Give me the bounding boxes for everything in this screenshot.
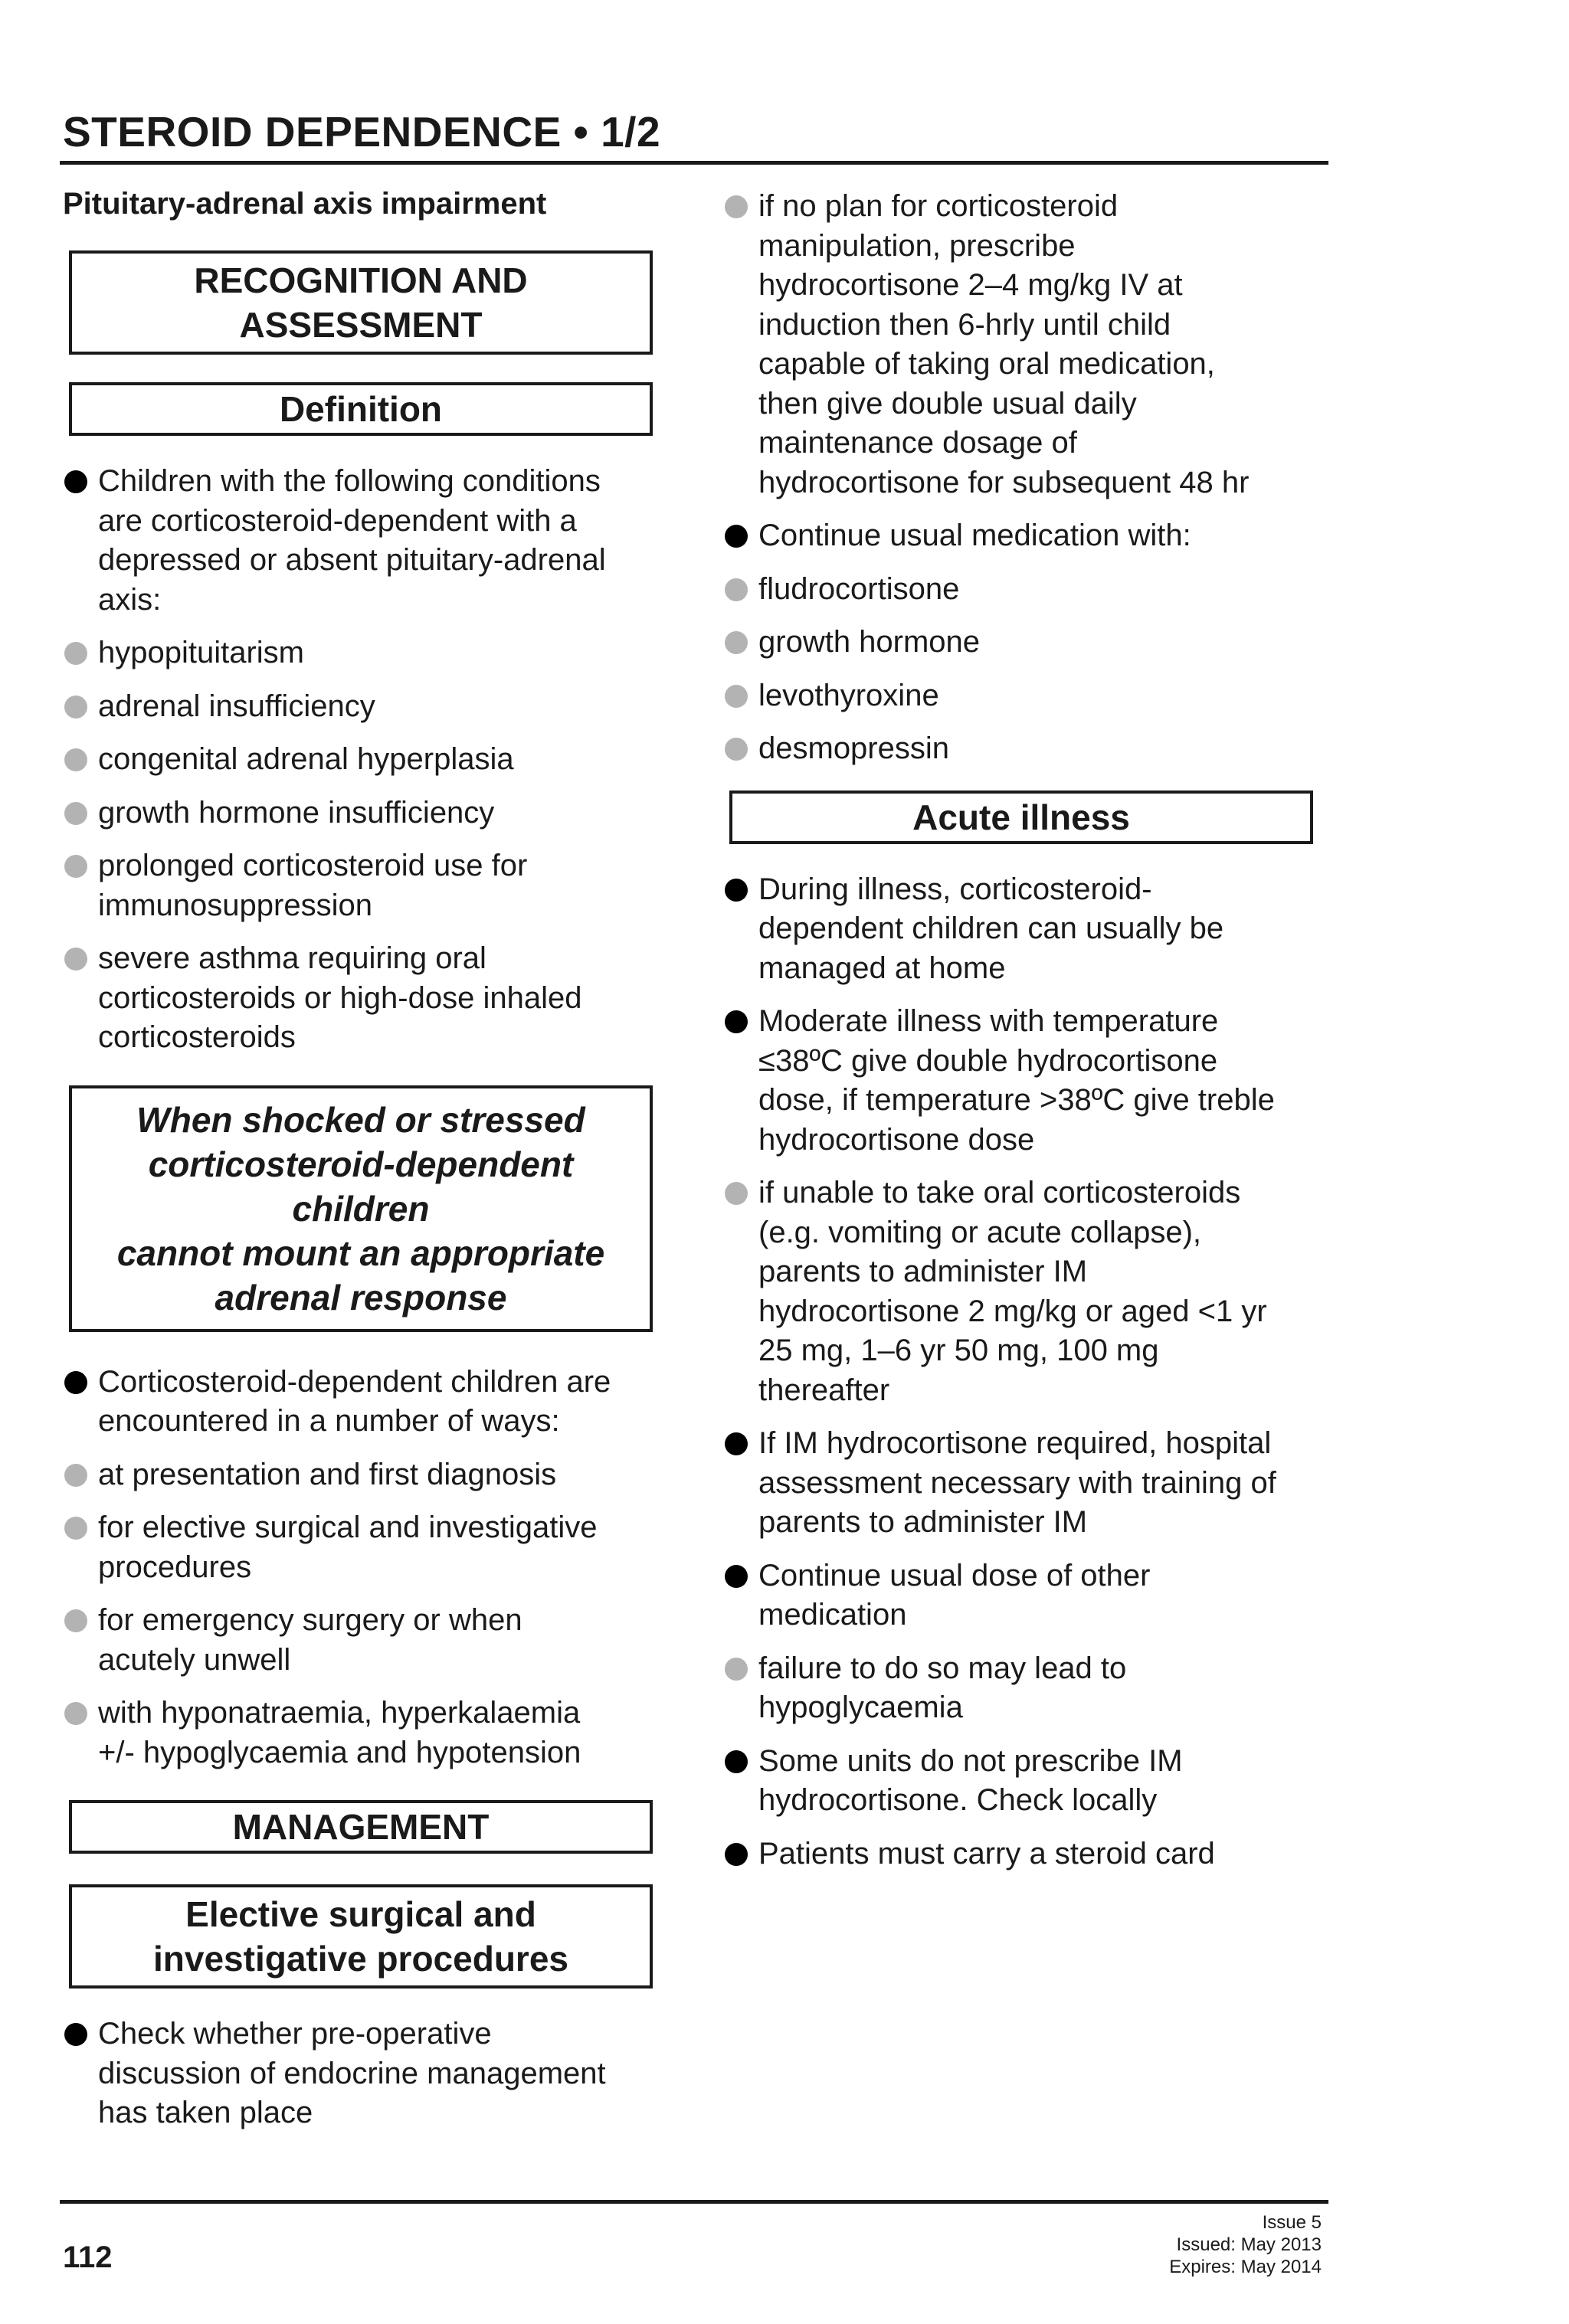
bullet-text-line: corticosteroids [98,1020,296,1054]
bullet-text-line: growth hormone [758,625,981,659]
bullet-text-line: are corticosteroid-dependent with a [98,503,577,538]
definition-box [69,382,653,436]
black-bullet-icon [725,1843,748,1866]
black-bullet-icon [725,525,748,548]
recognition-line: RECOGNITION AND [194,260,528,300]
bullet-text-line: ≤38ºC give double hydrocortisone [758,1043,1218,1078]
bullet-item [723,870,1328,989]
bullet-text-line: managed at home [758,951,1006,985]
grey-bullet-icon [64,802,87,825]
bullet-text-line: hydrocortisone 2 mg/kg or aged <1 yr [758,1294,1267,1328]
bullet-item [63,462,668,620]
sub-bullet-item [723,1649,1328,1728]
bullet-text-line: at presentation and first diagnosis [98,1457,557,1491]
bullet-text-line: severe asthma requiring oral [98,941,486,975]
title-rule [60,161,1328,165]
sub-bullet-item [723,1173,1328,1410]
grey-bullet-icon [64,1702,87,1725]
elective-line: Elective surgical and [185,1894,536,1934]
grey-bullet-icon [64,696,87,718]
bullet-text-line: dependent children can usually be [758,912,1224,945]
bullet-item [63,2015,668,2133]
bullet-text-line: parents to administer IM [758,1505,1088,1539]
black-bullet-icon [725,1010,748,1033]
bullet-text-line: If IM hydrocortisone required, hospital [758,1426,1272,1460]
section-subtitle: Pituitary-adrenal axis impairment [63,187,547,221]
sub-bullet-item [723,623,1328,663]
bullet-text-line: depressed or absent pituitary-adrenal [98,543,606,577]
bullet-item [723,1835,1328,1874]
grey-bullet-icon [725,1658,748,1681]
black-bullet-icon [725,1750,748,1773]
bullet-text-line: Children with the following conditions [98,464,601,498]
bullet-text-line: capable of taking oral medication, [758,347,1215,381]
elective-list [63,2015,668,2133]
bullet-text-line: failure to do so may lead to [758,1651,1127,1685]
acute-illness-heading: Acute illness [912,797,1130,837]
sub-bullet-item [63,939,668,1058]
bullet-text-line: hydrocortisone. Check locally [758,1783,1158,1817]
warning-line: cannot mount an appropriate [116,1232,605,1273]
bullet-text-line: manipulation, prescribe [758,228,1076,263]
grey-bullet-icon [725,738,748,761]
issue-info [1169,2211,1322,2278]
sub-bullet-item [63,1694,668,1772]
sub-bullet-item [63,740,668,780]
elective-box [69,1884,653,1988]
acute-illness-list [723,870,1328,1874]
grey-bullet-icon [64,748,87,771]
bullet-text-line: if unable to take oral corticosteroids [758,1176,1241,1209]
bullet-item [63,1363,668,1442]
grey-bullet-icon [64,1517,87,1540]
black-bullet-icon [725,1432,748,1455]
recognition-box [69,250,653,355]
left-column [63,187,668,2147]
sub-bullet-item [723,676,1328,716]
sub-bullet-item [63,846,668,925]
management-heading: MANAGEMENT [232,1807,490,1847]
bullet-text-line: levothyroxine [758,678,939,712]
issue-number: Issue 5 [1262,2212,1322,2233]
grey-bullet-icon [725,685,748,708]
bullet-item [723,516,1328,556]
warning-line: When shocked or stressed [136,1099,585,1140]
bullet-text-line: fludrocortisone [758,571,960,606]
bullet-text-line: congenital adrenal hyperplasia [98,742,514,776]
sub-bullet-item [63,1455,668,1495]
bullet-text-line: acutely unwell [98,1642,291,1677]
footer-rule [60,2200,1328,2204]
grey-bullet-icon [64,642,87,665]
bullet-text-line: hydrocortisone for subsequent 48 hr [758,465,1250,499]
grey-bullet-icon [725,631,748,654]
encounter-list [63,1363,668,1773]
bullet-text-line: Some units do not prescribe IM [758,1743,1183,1778]
grey-bullet-icon [725,1182,748,1205]
right-column [723,187,1328,1887]
bullet-text-line: desmopressin [758,732,950,765]
bullet-text-line: Corticosteroid-dependent children are [98,1364,611,1399]
bullet-text-line: Continue usual medication with: [758,519,1191,552]
medication-list [723,187,1328,769]
black-bullet-icon [64,2023,87,2046]
grey-bullet-icon [64,1464,87,1487]
grey-bullet-icon [64,1609,87,1632]
bullet-item [723,1556,1328,1635]
issued-date: Issued: May 2013 [1176,2234,1322,2255]
sub-bullet-item [63,1508,668,1587]
recognition-line: ASSESSMENT [239,305,483,345]
bullet-text-line: axis: [98,582,162,617]
warning-line: corticosteroid-dependent children [148,1144,574,1229]
bullet-item [723,1002,1328,1160]
bullet-text-line: assessment necessary with training of [758,1465,1276,1500]
bullet-text-line: hydrocortisone dose [758,1122,1035,1157]
page-title: STEROID DEPENDENCE • 1/2 [63,108,661,155]
bullet-text-line: thereafter [758,1373,890,1407]
bullet-text-line: Moderate illness with temperature [758,1004,1219,1038]
black-bullet-icon [64,1371,87,1394]
bullet-text-line: hypoglycaemia [758,1691,963,1724]
bullet-text-line: procedures [98,1550,252,1584]
bullet-text-line: if no plan for corticosteroid [758,189,1119,223]
bullet-text-line: dose, if temperature >38ºC give treble [758,1083,1275,1117]
bullet-text-line: prolonged corticosteroid use for [98,849,528,882]
bullet-text-line: hydrocortisone 2–4 mg/kg IV at [758,268,1183,302]
bullet-text-line: parents to administer IM [758,1255,1088,1288]
sub-bullet-item [63,1601,668,1680]
sub-bullet-item [723,187,1328,502]
bullet-text-line: hypopituitarism [98,636,305,669]
bullet-text-line: immunosuppression [98,888,372,922]
bullet-item [723,1424,1328,1543]
bullet-text-line: maintenance dosage of [758,426,1077,460]
bullet-text-line: 25 mg, 1–6 yr 50 mg, 100 mg [758,1334,1159,1367]
sub-bullet-item [63,794,668,833]
bullet-text-line: encountered in a number of ways: [98,1404,560,1438]
bullet-text-line: then give double usual daily [758,386,1137,421]
definition-heading: Definition [279,389,443,429]
warning-line: adrenal response [215,1277,507,1317]
bullet-text-line: Continue usual dose of other [758,1558,1151,1592]
sub-bullet-item [723,570,1328,610]
bullet-text-line: with hyponatraemia, hyperkalaemia [98,1696,581,1730]
bullet-text-line: for emergency surgery or when [98,1603,522,1637]
black-bullet-icon [725,879,748,902]
sub-bullet-item [723,729,1328,769]
bullet-text-line: growth hormone insufficiency [98,795,495,830]
bullet-text-line: medication [758,1598,907,1632]
black-bullet-icon [725,1565,748,1588]
expiry-date: Expires: May 2014 [1169,2257,1322,2277]
grey-bullet-icon [64,855,87,878]
bullet-text-line: During illness, corticosteroid- [758,872,1152,906]
bullet-text-line: has taken place [98,2096,313,2129]
bullet-text-line: +/- hypoglycaemia and hypotension [98,1735,581,1769]
page-number: 112 [63,2241,113,2274]
definition-list [63,462,668,1058]
shocked-warning-box [69,1085,653,1332]
grey-bullet-icon [725,195,748,218]
bullet-text-line: (e.g. vomiting or acute collapse), [758,1215,1202,1249]
bullet-item [723,1742,1328,1821]
elective-line: investigative procedures [153,1939,568,1979]
grey-bullet-icon [64,948,87,971]
bullet-text-line: corticosteroids or high-dose inhaled [98,980,582,1015]
bullet-text-line: Patients must carry a steroid card [758,1836,1215,1871]
bullet-text-line: induction then 6-hrly until child [758,307,1171,342]
bullet-text-line: for elective surgical and investigative [98,1511,598,1544]
acute-illness-box [729,790,1313,844]
bullet-text-line: adrenal insufficiency [98,689,375,723]
sub-bullet-item [63,633,668,673]
grey-bullet-icon [725,578,748,601]
management-box [69,1800,653,1854]
bullet-text-line: discussion of endocrine management [98,2056,606,2090]
bullet-text-line: Check whether pre-operative [98,2017,492,2051]
sub-bullet-item [63,687,668,727]
black-bullet-icon [64,470,87,493]
